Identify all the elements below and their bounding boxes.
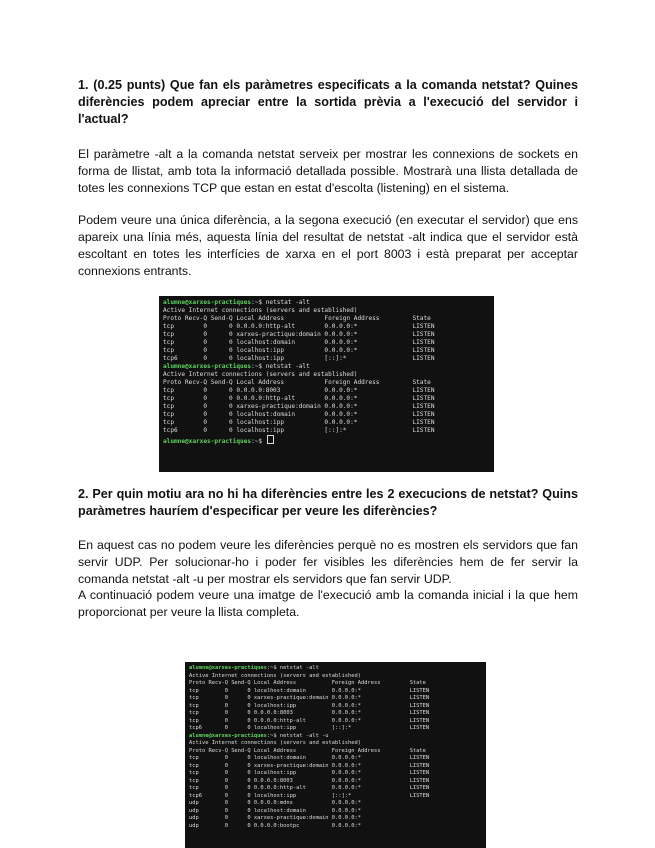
terminal-text: tcp6 0 0 localhost:ipp [::]:* LISTEN [189, 792, 430, 799]
terminal-line [163, 435, 490, 446]
terminal-line [163, 315, 490, 323]
terminal-line [163, 347, 490, 355]
terminal-text: Proto Recv-Q Send-Q Local Address Foreign Address State [163, 379, 431, 386]
terminal-line [189, 800, 482, 808]
terminal-text: Active Internet connections (servers and established) [189, 672, 362, 679]
terminal-text: tcp 0 0 0.0.0.0:http-alt 0.0.0.0:* LISTEN [189, 785, 430, 791]
terminal-line [189, 815, 482, 823]
terminal-text: tcp 0 0 localhost:domain 0.0.0.0:* LISTEN [189, 687, 430, 694]
terminal-text: Active Internet connections (servers and established) [163, 307, 358, 314]
terminal-text: tcp 0 0 xarxes-practique:domain 0.0.0.0:* LISTEN [189, 762, 430, 769]
terminal-line [189, 733, 482, 741]
shell-prompt: alumne@xarxes-practiques [163, 363, 252, 370]
terminal-text: :~$ netstat -alt [251, 363, 310, 370]
terminal-line [163, 331, 490, 339]
terminal-line [189, 763, 482, 771]
terminal-line [163, 379, 490, 387]
terminal-text: tcp 0 0 localhost:ipp 0.0.0.0:* LISTEN [189, 702, 430, 709]
terminal-text: Proto Recv-Q Send-Q Local Address Foreign Address State [163, 315, 431, 322]
terminal-line [189, 755, 482, 763]
terminal-line [163, 307, 490, 315]
answer-1-paragraph-2: Podem veure una única diferència, a la segona execució (en executar el servidor) que ens apareix una línia més, aquesta línia del resultat de netstat -alt indica que el servidor està escoltant en totes les interfícies de xarxa en el port 8003 i està preparat per acceptar connexions entrants. [78, 213, 578, 278]
terminal-line [189, 695, 482, 703]
terminal-line [163, 419, 490, 427]
terminal-screenshot-2 [185, 662, 486, 848]
shell-prompt: alumne@xarxes-practiques [189, 732, 267, 739]
terminal-text: tcp 0 0 0.0.0.0:http-alt 0.0.0.0:* LISTEN [163, 323, 435, 330]
terminal-text: tcp 0 0 localhost:ipp 0.0.0.0:* LISTEN [189, 770, 430, 776]
answer-2-paragraph-2: A continuació podem veure una imatge de l'execució amb la comanda inicial i la que hem proporcionat per veure la llista completa. [78, 588, 578, 619]
terminal-line [189, 808, 482, 816]
terminal-line [163, 339, 490, 347]
terminal-text: :~$ netstat -alt [251, 299, 310, 306]
terminal-text: tcp 0 0 localhost:domain 0.0.0.0:* LISTEN [163, 411, 435, 418]
terminal-text: udp 0 0 0.0.0.0:bootpc 0.0.0.0:* [189, 822, 362, 829]
terminal-line [189, 778, 482, 786]
terminal-line [163, 387, 490, 395]
terminal-text: tcp 0 0 localhost:ipp 0.0.0.0:* LISTEN [163, 419, 435, 426]
terminal-line [189, 785, 482, 793]
terminal-text: Proto Recv-Q Send-Q Local Address Foreign Address State [189, 747, 426, 754]
terminal-text: udp 0 0 xarxes-practique:domain 0.0.0.0:* [189, 815, 362, 821]
terminal-text: tcp 0 0 0.0.0.0:8003 0.0.0.0:* LISTEN [163, 387, 435, 394]
terminal-line [163, 363, 490, 371]
terminal-line [163, 323, 490, 331]
terminal-text: tcp 0 0 0.0.0.0:http-alt 0.0.0.0:* LISTEN [163, 395, 435, 402]
shell-prompt: alumne@xarxes-practiques [163, 438, 252, 445]
terminal-text: :~$ netstat -alt -u [266, 732, 329, 739]
answer-2-paragraph-1: En aquest cas no podem veure les diferències perquè no es mostren els servidors que fan servir UDP. Per solucionar-ho i poder fer visibles les diferències hem de fer servir la comanda netstat -alt -u per mostrar els servidors que fan servir UDP. [78, 538, 578, 586]
terminal-text: udp 0 0 localhost:domain 0.0.0.0:* [189, 807, 362, 814]
terminal-line [189, 718, 482, 726]
terminal-text: Active Internet connections (servers and established) [189, 740, 362, 746]
terminal-line [163, 411, 490, 419]
terminal-text: tcp6 0 0 localhost:ipp [::]:* LISTEN [189, 725, 430, 731]
terminal-line [163, 403, 490, 411]
terminal-line [189, 770, 482, 778]
terminal-text: tcp6 0 0 localhost:ipp [::]:* LISTEN [163, 427, 435, 434]
terminal-text: udp 0 0 0.0.0.0:mdns 0.0.0.0:* [189, 800, 362, 806]
question-1-heading: 1. (0.25 punts) Que fan els paràmetres especificats a la comanda netstat? Quines diferències podem apreciar entre la sortida prèvia a l'execució del servidor i l'actual? [78, 78, 578, 126]
terminal-text: :~$ [251, 438, 266, 445]
terminal-line [163, 355, 490, 363]
terminal-line [189, 823, 482, 831]
terminal-text: tcp 0 0 0.0.0.0:8003 0.0.0.0:* LISTEN [189, 777, 430, 784]
terminal-line [189, 748, 482, 756]
terminal-line [189, 793, 482, 801]
terminal-text: tcp6 0 0 localhost:ipp [::]:* LISTEN [163, 355, 435, 362]
terminal-screenshot-1 [159, 296, 494, 472]
terminal-text: Proto Recv-Q Send-Q Local Address Foreign Address State [189, 680, 426, 686]
shell-prompt: alumne@xarxes-practiques [163, 299, 252, 306]
terminal-text: tcp 0 0 0.0.0.0:8003 0.0.0.0:* LISTEN [189, 710, 430, 716]
terminal-line [163, 299, 490, 307]
terminal-text: :~$ netstat -alt [266, 665, 319, 671]
terminal-line [189, 673, 482, 681]
terminal-line [189, 710, 482, 718]
terminal-line [163, 427, 490, 435]
answer-1-paragraph-1: El paràmetre -alt a la comanda netstat serveix per mostrar les connexions de sockets en forma de llistat, amb tota la informació detallada possible. Mostrarà una llista detallada de totes les connexions TCP que estan en estat d'escolta (listening) en el sistema. [78, 147, 578, 195]
terminal-text: tcp 0 0 localhost:ipp 0.0.0.0:* LISTEN [163, 347, 435, 354]
terminal-text: tcp 0 0 0.0.0.0:http-alt 0.0.0.0:* LISTEN [189, 717, 430, 724]
terminal-text: tcp 0 0 xarxes-practique:domain 0.0.0.0:* LISTEN [189, 695, 430, 701]
question-2-heading: 2. Per quin motiu ara no hi ha diferències entre les 2 execucions de netstat? Quins paràmetres hauríem d'especificar per veure les diferències? [78, 487, 578, 518]
terminal-line [189, 665, 482, 673]
terminal-line [163, 395, 490, 403]
terminal-cursor [267, 435, 274, 444]
terminal-text: tcp 0 0 localhost:domain 0.0.0.0:* LISTEN [189, 755, 430, 761]
terminal-line [163, 371, 490, 379]
terminal-line [189, 725, 482, 733]
terminal-text: tcp 0 0 localhost:domain 0.0.0.0:* LISTEN [163, 339, 435, 346]
terminal-line [189, 680, 482, 688]
terminal-line [189, 703, 482, 711]
terminal-text: Active Internet connections (servers and established) [163, 371, 358, 378]
terminal-text: tcp 0 0 xarxes-practique:domain 0.0.0.0:* LISTEN [163, 331, 435, 338]
terminal-line [189, 688, 482, 696]
shell-prompt: alumne@xarxes-practiques [189, 665, 267, 671]
terminal-text: tcp 0 0 xarxes-practique:domain 0.0.0.0:* LISTEN [163, 403, 435, 410]
terminal-line [189, 740, 482, 748]
